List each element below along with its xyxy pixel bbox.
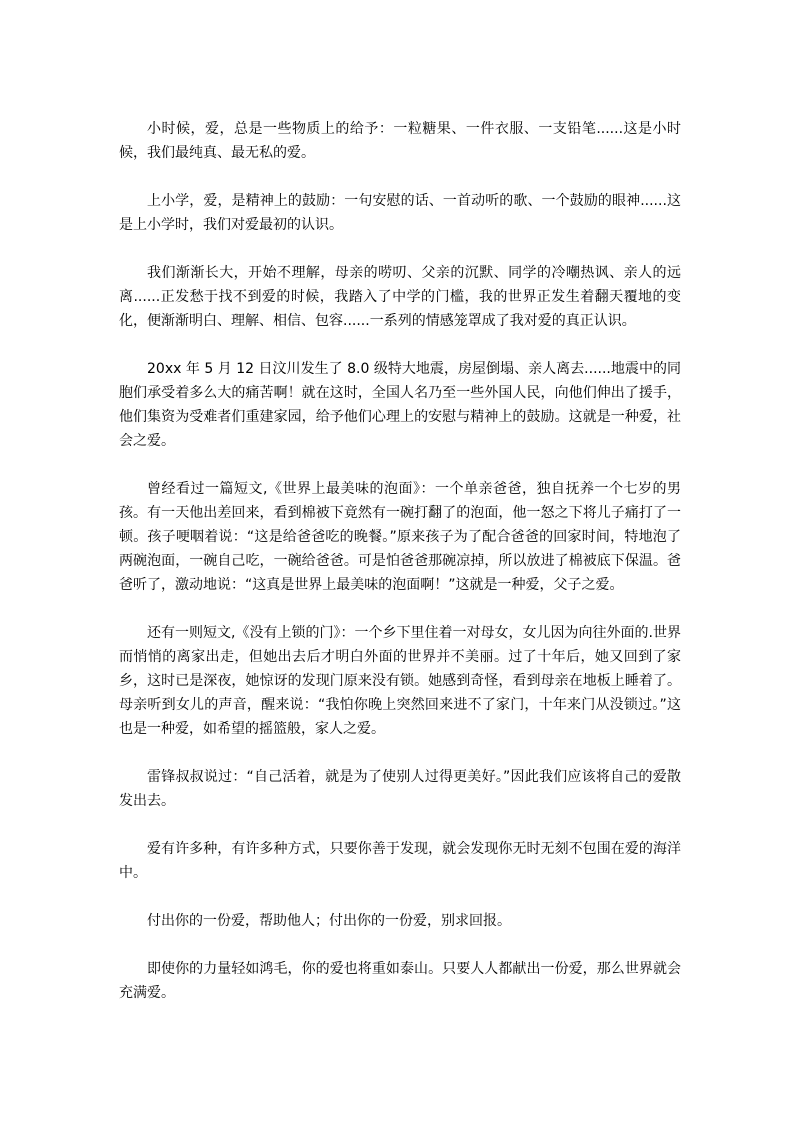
paragraph-9: 付出你的一份爱，帮助他人；付出你的一份爱，别求回报。 — [147, 913, 511, 929]
paragraph-7: 雷锋叔叔说过：“自己活着，就是为了使别人过得更美好。”因此我们应该将自己的爱散发出去。 — [119, 769, 681, 809]
paragraph-5: 曾经看过一篇短文,《世界上最美味的泡面》：一个单亲爸爸，独自抚养一个七岁的男孩。有一天他出差回来，看到棉被下竟然有一碗打翻了的泡面，他一怒之下将儿子痛打了一顿。孩子哽咽着说：“这是给爸爸吃的晚餐。”原来孩子为了配合爸爸的回家时间，特地泡了两碗泡面，一碗自己吃，一碗给爸爸。可是怕爸爸那碗凉掉，所以放进了棉被底下保温。爸爸听了，激动地说：“这真是世界上最美味的泡面啊！”这就是一种爱，父子之爱。 — [119, 481, 681, 593]
paragraph-4: 20xx 年 5 月 12 日汶川发生了 8.0 级特大地震，房屋倒塌、亲人离去......地震中的同胞们承受着多么大的痛苦啊！就在这时，全国人名乃至一些外国人民，向他们伸出了援手，他们集资为受难者们重建家园，给予他们心理上的安慰与精神上的鼓励。这就是一种爱，社会之爱。 — [119, 361, 681, 449]
paragraph-10: 即使你的力量轻如鸿毛，你的爱也将重如泰山。只要人人都献出一份爱，那么世界就会充满爱。 — [119, 961, 681, 1001]
document-body — [119, 117, 681, 1029]
paragraph-3: 我们渐渐长大，开始不理解，母亲的唠叨、父亲的沉默、同学的冷嘲热讽、亲人的远离......正发愁于找不到爱的时候，我踏入了中学的门槛，我的世界正发生着翻天覆地的变化，便渐渐明白、理解、相信、包容......一系列的情感笼罩成了我对爱的真正认识。 — [119, 265, 681, 329]
paragraph-2: 上小学，爱，是精神上的鼓励：一句安慰的话、一首动听的歌、一个鼓励的眼神......这是上小学时，我们对爱最初的认识。 — [119, 193, 681, 233]
paragraph-6: 还有一则短文,《没有上锁的门》：一个乡下里住着一对母女，女儿因为向往外面的.世界而悄悄的离家出走，但她出去后才明白外面的世界并不美丽。过了十年后，她又回到了家乡，这时已是深夜，她惊讶的发现门原来没有锁。她感到奇怪，看到母亲在地板上睡着了。母亲听到女儿的声音，醒来说：“我怕你晚上突然回来进不了家门，十年来门从没锁过。”这也是一种爱，如希望的摇篮般，家人之爱。 — [119, 625, 681, 737]
paragraph-8: 爱有许多种，有许多种方式，只要你善于发现，就会发现你无时无刻不包围在爱的海洋中。 — [119, 841, 681, 881]
paragraph-1: 小时候，爱，总是一些物质上的给予：一粒糖果、一件衣服、一支铅笔......这是小时候，我们最纯真、最无私的爱。 — [119, 121, 681, 161]
